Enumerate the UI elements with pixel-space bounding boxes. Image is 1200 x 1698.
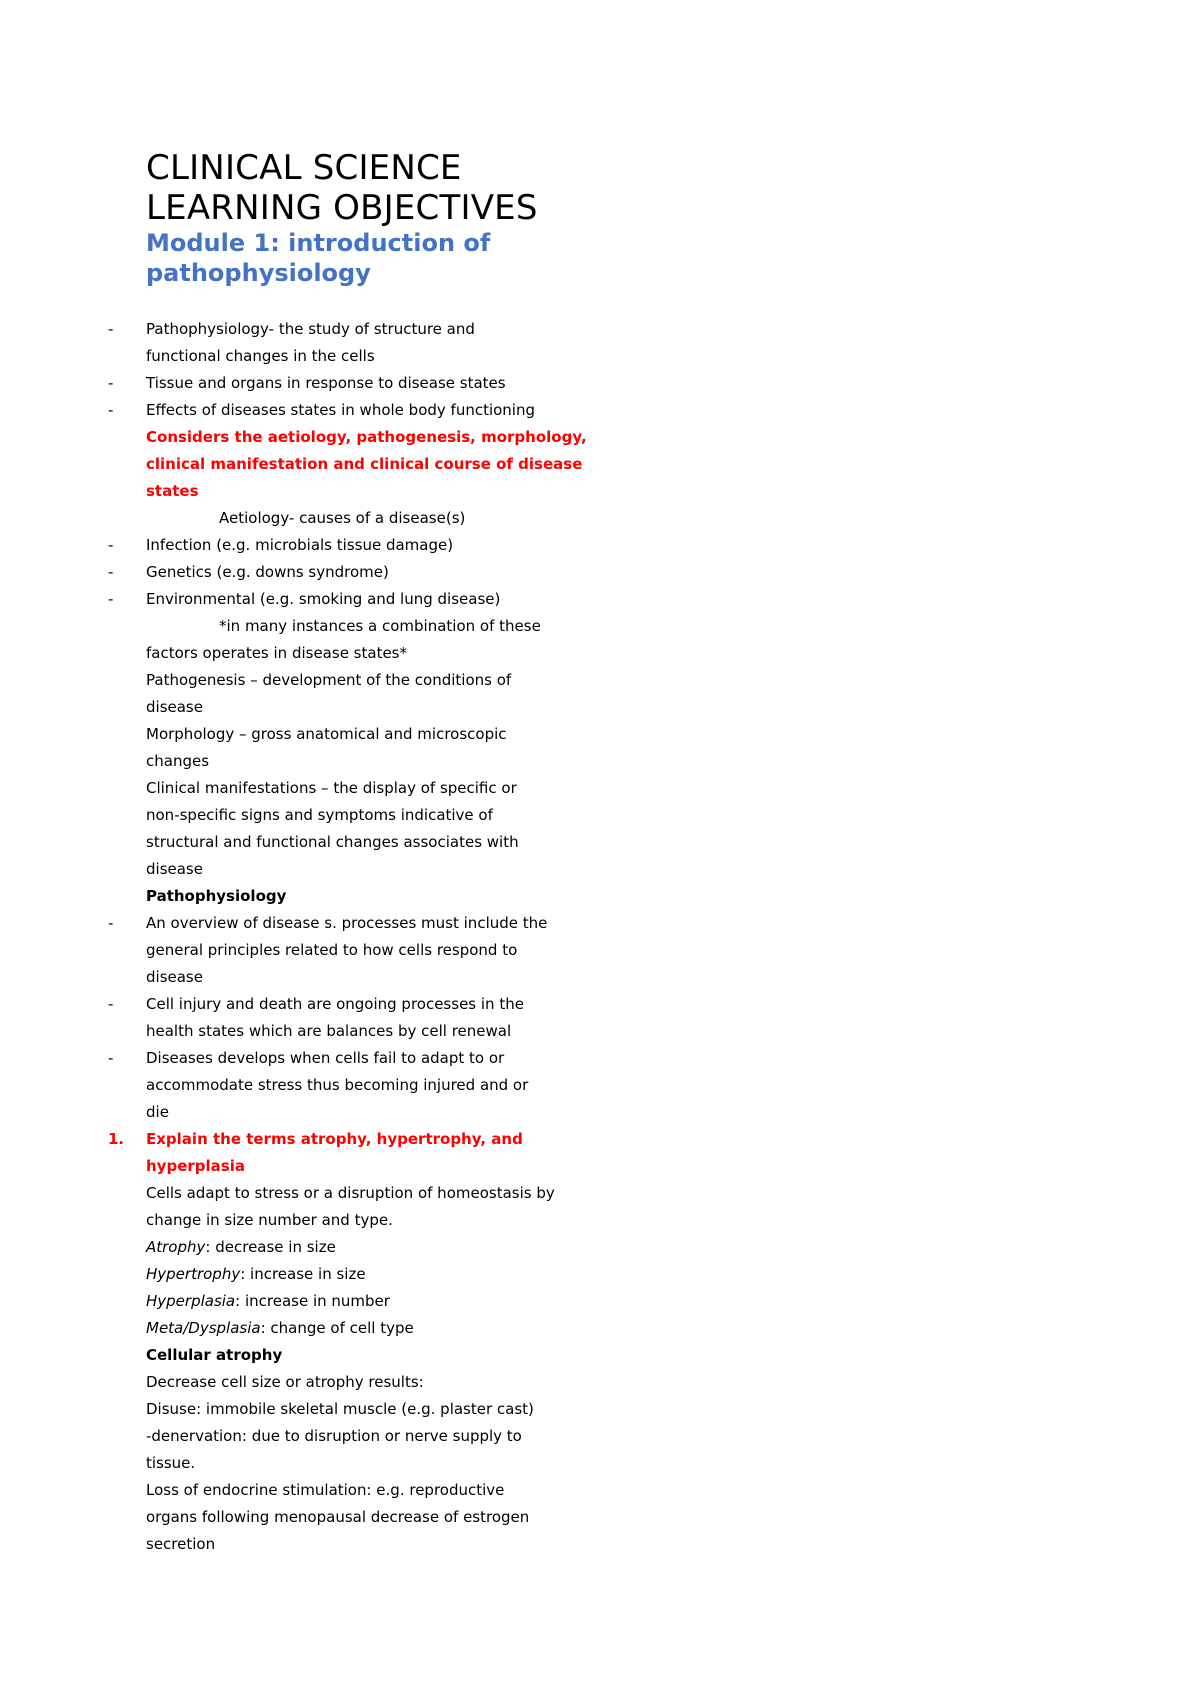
definition: : increase in number xyxy=(235,1292,390,1310)
list-item xyxy=(108,1045,586,1072)
definition: : decrease in size xyxy=(205,1238,336,1256)
bullet-marker: - xyxy=(108,914,114,932)
module-heading-line-1: Module 1: introduction of xyxy=(146,229,491,257)
line-text: functional changes in the cells xyxy=(146,347,375,365)
emphasis-line: states xyxy=(146,482,199,500)
numbered-objective xyxy=(108,1126,586,1153)
bullet-marker: - xyxy=(108,1049,114,1067)
emphasis-line: Considers the aetiology, pathogenesis, morphology, xyxy=(146,428,587,446)
definition-line xyxy=(146,1315,586,1342)
definition: : change of cell type xyxy=(260,1319,414,1337)
line-text: Loss of endocrine stimulation: e.g. reproductive xyxy=(146,1481,505,1499)
module-heading-line-2: pathophysiology xyxy=(146,259,371,287)
line-text: general principles related to how cells respond to xyxy=(146,941,518,959)
document-body xyxy=(108,148,587,1558)
line-text: non-specific signs and symptoms indicative of xyxy=(146,806,493,824)
line-text: Infection (e.g. microbials tissue damage) xyxy=(146,536,454,554)
line-text: die xyxy=(146,1103,169,1121)
bullet-marker: - xyxy=(108,401,114,419)
line-text: Decrease cell size or atrophy results: xyxy=(146,1373,424,1391)
page-title-line-2: LEARNING OBJECTIVES xyxy=(146,188,538,228)
line-text: An overview of disease s. processes must include the xyxy=(146,914,548,932)
list-item xyxy=(108,397,586,424)
definition-line xyxy=(146,1261,586,1288)
definition-line xyxy=(146,1288,586,1315)
line-text: health states which are balances by cell renewal xyxy=(146,1022,512,1040)
line-text: factors operates in disease states* xyxy=(146,644,407,662)
bullet-marker: - xyxy=(108,536,114,554)
list-item xyxy=(108,991,586,1018)
objective-text: Explain the terms atrophy, hypertrophy, and xyxy=(146,1130,523,1148)
line-text: Morphology – gross anatomical and microscopic xyxy=(146,725,507,743)
line-text: Tissue and organs in response to disease states xyxy=(146,374,506,392)
line-text: Clinical manifestations – the display of specific or xyxy=(146,779,517,797)
line-text: change in size number and type. xyxy=(146,1211,393,1229)
bullet-marker: - xyxy=(108,995,114,1013)
line-text: Effects of diseases states in whole body functioning xyxy=(146,401,536,419)
objective-number: 1. xyxy=(108,1130,125,1148)
line-text: Pathogenesis – development of the conditions of xyxy=(146,671,512,689)
line-text: tissue. xyxy=(146,1454,196,1472)
definition: : increase in size xyxy=(240,1265,366,1283)
bullet-marker: - xyxy=(108,563,114,581)
line-text: changes xyxy=(146,752,210,770)
list-item xyxy=(108,370,586,397)
term: Hypertrophy xyxy=(146,1265,241,1283)
line-text: Pathophysiology- the study of structure and xyxy=(146,320,475,338)
bullet-marker: - xyxy=(108,374,114,392)
term: Meta/Dysplasia xyxy=(146,1319,261,1337)
page-title-line-1: CLINICAL SCIENCE xyxy=(146,148,462,188)
list-item xyxy=(108,559,586,586)
line-text: Genetics (e.g. downs syndrome) xyxy=(146,563,389,581)
section-heading: Cellular atrophy xyxy=(146,1346,283,1364)
line-text: Aetiology- causes of a disease(s) xyxy=(219,509,466,527)
line-text: Cell injury and death are ongoing processes in the xyxy=(146,995,524,1013)
term: Hyperplasia xyxy=(146,1292,236,1310)
line-text: organs following menopausal decrease of estrogen xyxy=(146,1508,530,1526)
emphasis-line: hyperplasia xyxy=(146,1157,245,1175)
emphasis-line: clinical manifestation and clinical course of disease xyxy=(146,455,583,473)
line-text: secretion xyxy=(146,1535,216,1553)
line-text: Diseases develops when cells fail to adapt to or xyxy=(146,1049,505,1067)
line-text: accommodate stress thus becoming injured and or xyxy=(146,1076,529,1094)
list-item xyxy=(108,910,586,937)
definition-line xyxy=(146,1234,586,1261)
line-text: disease xyxy=(146,860,203,878)
list-item xyxy=(108,316,586,343)
line-text: Cells adapt to stress or a disruption of homeostasis by xyxy=(146,1184,555,1202)
bullet-marker: - xyxy=(108,590,114,608)
section-heading: Pathophysiology xyxy=(146,887,287,905)
module-heading xyxy=(146,228,586,288)
line-text: -denervation: due to disruption or nerve supply to xyxy=(146,1427,522,1445)
line-text: disease xyxy=(146,698,203,716)
line-text: disease xyxy=(146,968,203,986)
line-text: Environmental (e.g. smoking and lung disease) xyxy=(146,590,501,608)
line-text: *in many instances a combination of these xyxy=(219,617,541,635)
line-text: Disuse: immobile skeletal muscle (e.g. plaster cast) xyxy=(146,1400,534,1418)
list-item xyxy=(108,586,586,613)
term: Atrophy xyxy=(146,1238,206,1256)
list-item xyxy=(108,532,586,559)
bullet-marker: - xyxy=(108,320,114,338)
line-text: structural and functional changes associates with xyxy=(146,833,519,851)
